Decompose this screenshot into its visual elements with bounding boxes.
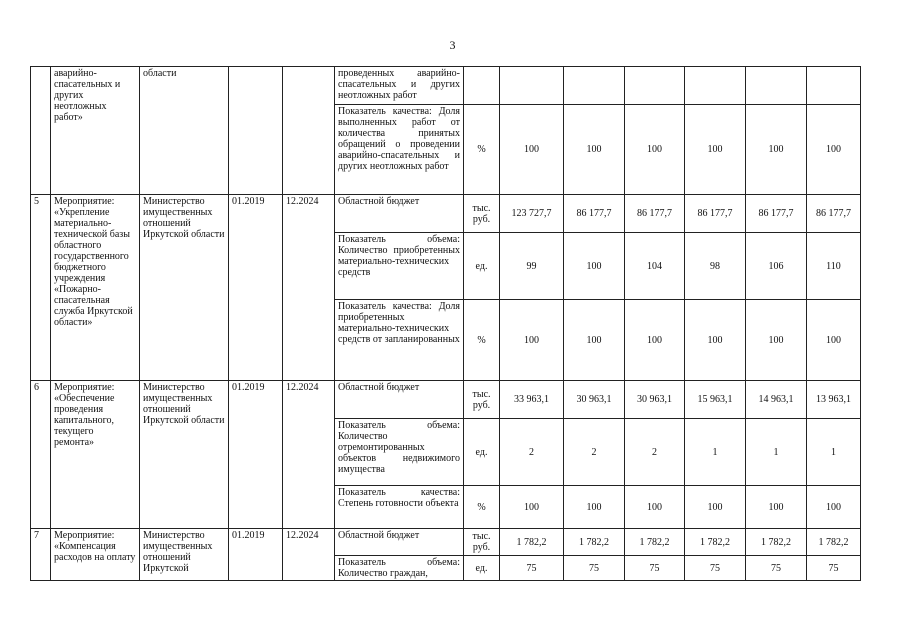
end-date <box>283 67 335 195</box>
value-cell: 86 177,7 <box>685 195 746 233</box>
indicator-cell: проведенных аварийно-спасательных и других неотложных работ <box>335 67 464 105</box>
program-table <box>30 66 861 581</box>
end-date: 12.2024 <box>283 381 335 529</box>
unit-cell: % <box>464 486 500 529</box>
indicator-cell: Областной бюджет <box>335 529 464 556</box>
indicator-cell: Областной бюджет <box>335 381 464 419</box>
table-row <box>31 529 861 556</box>
measure-name: Мероприятие: «Обеспечение проведения капитального, текущего ремонта» <box>51 381 140 529</box>
value-cell: 100 <box>500 300 564 381</box>
value-cell: 1 782,2 <box>564 529 625 556</box>
measure-name: Мероприятие: «Компенсация расходов на оплату <box>51 529 140 581</box>
executor-cell: Министерство имущественных отношений Иркутской <box>140 529 229 581</box>
start-date: 01.2019 <box>229 381 283 529</box>
row-number: 7 <box>31 529 51 581</box>
indicator-cell: Показатель качества: Степень готовности объекта <box>335 486 464 529</box>
value-cell: 1 <box>685 419 746 486</box>
unit-cell: ед. <box>464 233 500 300</box>
value-cell: 30 963,1 <box>625 381 685 419</box>
value-cell: 100 <box>564 300 625 381</box>
value-cell: 15 963,1 <box>685 381 746 419</box>
value-cell: 75 <box>807 556 861 581</box>
measure-name: Мероприятие: «Укрепление материально-технической базы областного государственного бюджетного учреждения «Пожарно-спасательная служба Иркутской области» <box>51 195 140 381</box>
end-date: 12.2024 <box>283 529 335 581</box>
table-row <box>31 195 861 233</box>
value-cell: 1 <box>746 419 807 486</box>
value-cell: 2 <box>564 419 625 486</box>
value-cell <box>685 67 746 105</box>
value-cell: 100 <box>564 486 625 529</box>
value-cell: 33 963,1 <box>500 381 564 419</box>
unit-cell: % <box>464 300 500 381</box>
unit-cell: тыс. руб. <box>464 195 500 233</box>
indicator-cell: Показатель объема: Количество отремонтированных объектов недвижимого имущества <box>335 419 464 486</box>
value-cell: 100 <box>685 105 746 195</box>
unit-cell: ед. <box>464 556 500 581</box>
value-cell: 100 <box>807 300 861 381</box>
start-date <box>229 67 283 195</box>
value-cell: 86 177,7 <box>746 195 807 233</box>
value-cell: 1 782,2 <box>746 529 807 556</box>
row-number: 5 <box>31 195 51 381</box>
executor-cell: Министерство имущественных отношений Иркутской области <box>140 195 229 381</box>
unit-cell <box>464 67 500 105</box>
indicator-cell: Показатель качества: Доля приобретенных материально-технических средств от запланированных <box>335 300 464 381</box>
unit-cell: тыс. руб. <box>464 381 500 419</box>
value-cell: 100 <box>746 105 807 195</box>
value-cell: 100 <box>685 486 746 529</box>
value-cell: 75 <box>625 556 685 581</box>
value-cell: 2 <box>625 419 685 486</box>
indicator-cell: Показатель объема: Количество приобретенных материально-технических средств <box>335 233 464 300</box>
value-cell: 104 <box>625 233 685 300</box>
value-cell: 75 <box>746 556 807 581</box>
row-number: 6 <box>31 381 51 529</box>
unit-cell: % <box>464 105 500 195</box>
value-cell: 75 <box>564 556 625 581</box>
table-row <box>31 67 861 105</box>
measure-name: аварийно-спасательных и других неотложных работ» <box>51 67 140 195</box>
value-cell <box>564 67 625 105</box>
value-cell <box>807 67 861 105</box>
value-cell: 1 782,2 <box>500 529 564 556</box>
row-number <box>31 67 51 195</box>
indicator-cell: Областной бюджет <box>335 195 464 233</box>
value-cell: 99 <box>500 233 564 300</box>
value-cell: 86 177,7 <box>625 195 685 233</box>
value-cell: 100 <box>807 486 861 529</box>
value-cell: 106 <box>746 233 807 300</box>
value-cell: 100 <box>500 486 564 529</box>
value-cell: 100 <box>500 105 564 195</box>
value-cell <box>746 67 807 105</box>
value-cell: 100 <box>746 486 807 529</box>
page-number: 3 <box>449 38 456 52</box>
executor-cell: области <box>140 67 229 195</box>
indicator-cell: Показатель качества: Доля выполненных работ от количества принятых обращений о проведении аварийно-спасательных и других неотложных работ <box>335 105 464 195</box>
value-cell: 100 <box>625 486 685 529</box>
value-cell: 100 <box>564 105 625 195</box>
end-date: 12.2024 <box>283 195 335 381</box>
start-date: 01.2019 <box>229 529 283 581</box>
value-cell: 86 177,7 <box>564 195 625 233</box>
value-cell: 75 <box>685 556 746 581</box>
value-cell: 100 <box>746 300 807 381</box>
value-cell: 1 782,2 <box>685 529 746 556</box>
value-cell: 30 963,1 <box>564 381 625 419</box>
value-cell <box>625 67 685 105</box>
value-cell: 100 <box>625 105 685 195</box>
value-cell: 1 782,2 <box>625 529 685 556</box>
table-row <box>31 381 861 419</box>
value-cell: 14 963,1 <box>746 381 807 419</box>
value-cell: 110 <box>807 233 861 300</box>
unit-cell: ед. <box>464 419 500 486</box>
value-cell: 100 <box>807 105 861 195</box>
value-cell: 86 177,7 <box>807 195 861 233</box>
value-cell: 75 <box>500 556 564 581</box>
value-cell: 100 <box>625 300 685 381</box>
value-cell: 2 <box>500 419 564 486</box>
indicator-cell: Показатель объема: Количество граждан, <box>335 556 464 581</box>
value-cell: 123 727,7 <box>500 195 564 233</box>
value-cell: 13 963,1 <box>807 381 861 419</box>
start-date: 01.2019 <box>229 195 283 381</box>
value-cell: 100 <box>685 300 746 381</box>
value-cell <box>500 67 564 105</box>
unit-cell: тыс. руб. <box>464 529 500 556</box>
value-cell: 98 <box>685 233 746 300</box>
value-cell: 100 <box>564 233 625 300</box>
executor-cell: Министерство имущественных отношений Иркутской области <box>140 381 229 529</box>
value-cell: 1 <box>807 419 861 486</box>
value-cell: 1 782,2 <box>807 529 861 556</box>
